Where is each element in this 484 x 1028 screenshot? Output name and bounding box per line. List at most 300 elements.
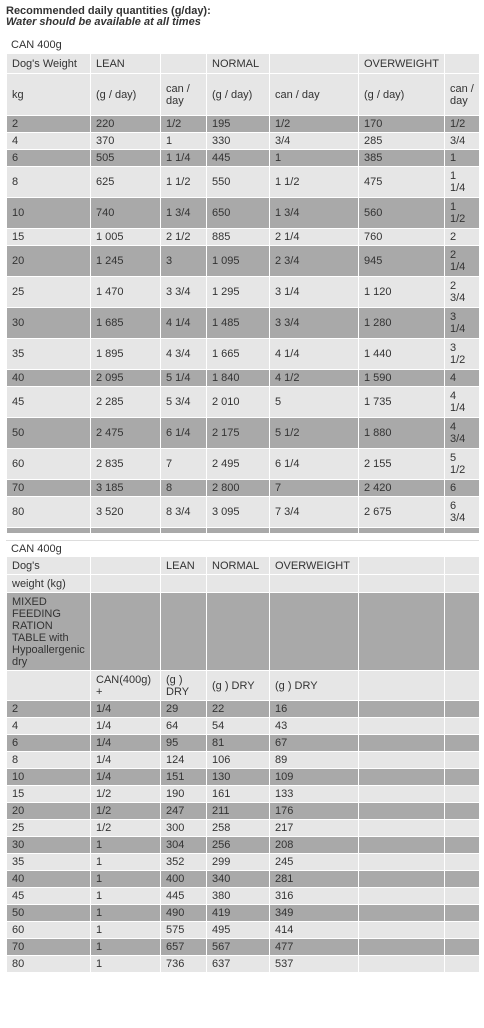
table2-weight-cell <box>91 575 161 593</box>
table-cell: 25 <box>7 820 91 837</box>
table-cell: 1 485 <box>207 308 270 339</box>
table-cell: 1/2 <box>445 116 480 133</box>
table-cell: 2 835 <box>91 449 161 480</box>
table-cell: 3 <box>161 246 207 277</box>
empty-cell <box>445 854 480 871</box>
table-cell: 567 <box>207 939 270 956</box>
table-row <box>7 888 480 905</box>
table-cell: 208 <box>270 837 359 854</box>
table-cell: 419 <box>207 905 270 922</box>
table-cell: 1 <box>91 888 161 905</box>
mixed-feeding-title: MIXED FEEDING RATION TABLE with Hypoallergenic dry <box>7 593 91 671</box>
table-cell: 2 285 <box>91 387 161 418</box>
table2-weight-cell <box>445 575 480 593</box>
table-cell: 300 <box>161 820 207 837</box>
table-row <box>7 370 480 387</box>
table-cell: 495 <box>207 922 270 939</box>
table-cell: 1 095 <box>207 246 270 277</box>
table-cell: 2 1/4 <box>445 246 480 277</box>
table-row <box>7 837 480 854</box>
table-cell: 81 <box>207 735 270 752</box>
table-row <box>7 277 480 308</box>
table-cell: 60 <box>7 449 91 480</box>
table-cell: 6 <box>7 150 91 167</box>
table-cell: 1/4 <box>91 701 161 718</box>
table-cell: 50 <box>7 905 91 922</box>
table-cell: 43 <box>270 718 359 735</box>
table-cell: 89 <box>270 752 359 769</box>
table2-weight-cell: weight (kg) <box>7 575 91 593</box>
spacer-cell <box>161 528 207 534</box>
table-row <box>7 752 480 769</box>
table-cell: 304 <box>161 837 207 854</box>
table-row <box>7 786 480 803</box>
empty-cell <box>359 922 445 939</box>
table-row <box>7 339 480 370</box>
table-row <box>7 133 480 150</box>
table-cell: 50 <box>7 418 91 449</box>
mixed-feeding-table <box>6 540 480 973</box>
spacer-cell <box>445 528 480 534</box>
table2-units-cell: (g ) DRY <box>270 671 359 701</box>
spacer-cell <box>7 528 91 534</box>
empty-cell <box>161 593 207 671</box>
table-cell: 1 1/4 <box>161 150 207 167</box>
empty-cell <box>359 905 445 922</box>
table-cell: 1 <box>91 905 161 922</box>
table-cell: 170 <box>359 116 445 133</box>
table-cell: 1 1/2 <box>445 198 480 229</box>
table-cell: 95 <box>161 735 207 752</box>
table-cell: 316 <box>270 888 359 905</box>
table-cell: 2 <box>7 116 91 133</box>
table1-header-cell <box>445 54 480 74</box>
table-cell: 217 <box>270 820 359 837</box>
table-cell: 8 <box>161 480 207 497</box>
table-cell: 106 <box>207 752 270 769</box>
table-cell: 550 <box>207 167 270 198</box>
empty-cell <box>445 939 480 956</box>
spacer-cell <box>207 528 270 534</box>
table-cell: 1 245 <box>91 246 161 277</box>
table-cell: 414 <box>270 922 359 939</box>
table-cell: 2 095 <box>91 370 161 387</box>
table-cell: 64 <box>161 718 207 735</box>
table-cell: 349 <box>270 905 359 922</box>
table-cell: 70 <box>7 480 91 497</box>
table-cell: 1 <box>91 956 161 973</box>
table2-header-row <box>7 557 480 575</box>
table-cell: 1 <box>91 922 161 939</box>
table-cell: 4 <box>7 718 91 735</box>
table-cell: 256 <box>207 837 270 854</box>
table-cell: 1/4 <box>91 752 161 769</box>
empty-cell <box>359 593 445 671</box>
empty-cell <box>445 888 480 905</box>
table-cell: 885 <box>207 229 270 246</box>
table-cell: 2 010 <box>207 387 270 418</box>
table2-weight-cell <box>207 575 270 593</box>
empty-cell <box>359 718 445 735</box>
empty-cell <box>359 939 445 956</box>
empty-cell <box>445 956 480 973</box>
table-cell: 6 3/4 <box>445 497 480 528</box>
table-cell: 4 1/4 <box>445 387 480 418</box>
spacer-cell <box>359 528 445 534</box>
can-only-table <box>6 36 480 534</box>
table2-weight-cell <box>359 575 445 593</box>
table-cell: 1/2 <box>91 820 161 837</box>
table1-subheader-cell: kg <box>7 74 91 116</box>
table-cell: 10 <box>7 769 91 786</box>
table-cell: 1 1/2 <box>270 167 359 198</box>
table-cell: 176 <box>270 803 359 820</box>
table-cell: 45 <box>7 387 91 418</box>
table-cell: 133 <box>270 786 359 803</box>
table-cell: 70 <box>7 939 91 956</box>
empty-cell <box>359 871 445 888</box>
table-cell: 1/2 <box>91 786 161 803</box>
table-cell: 7 <box>161 449 207 480</box>
table2-header-cell <box>445 557 480 575</box>
table-cell: 1 880 <box>359 418 445 449</box>
table-cell: 3 1/2 <box>445 339 480 370</box>
table2-header-cell: NORMAL <box>207 557 270 575</box>
table-row <box>7 150 480 167</box>
table-cell: 330 <box>207 133 270 150</box>
table-cell: 1/4 <box>91 718 161 735</box>
table-cell: 3 520 <box>91 497 161 528</box>
table-row <box>7 480 480 497</box>
table-cell: 29 <box>161 701 207 718</box>
table-cell: 1/4 <box>91 735 161 752</box>
table-row <box>7 718 480 735</box>
spacer-cell <box>270 528 359 534</box>
table2-units-cell: CAN(400g) + <box>91 671 161 701</box>
table-cell: 6 1/4 <box>161 418 207 449</box>
table-cell: 2 675 <box>359 497 445 528</box>
table-cell: 67 <box>270 735 359 752</box>
empty-cell <box>445 905 480 922</box>
table-cell: 10 <box>7 198 91 229</box>
table2-units-cell <box>7 671 91 701</box>
empty-cell <box>359 854 445 871</box>
table-row <box>7 871 480 888</box>
table-row <box>7 939 480 956</box>
table2-header-cell <box>91 557 161 575</box>
table-row <box>7 116 480 133</box>
table-cell: 15 <box>7 229 91 246</box>
table-cell: 445 <box>207 150 270 167</box>
table-cell: 477 <box>270 939 359 956</box>
table-cell: 1 295 <box>207 277 270 308</box>
table-cell: 2 155 <box>359 449 445 480</box>
table-row <box>7 229 480 246</box>
table-cell: 1/2 <box>161 116 207 133</box>
table-cell: 4 <box>7 133 91 150</box>
table-cell: 40 <box>7 871 91 888</box>
table-cell: 20 <box>7 803 91 820</box>
table1-header-cell: NORMAL <box>207 54 270 74</box>
table-cell: 16 <box>270 701 359 718</box>
empty-cell <box>359 888 445 905</box>
table-cell: 1 <box>161 133 207 150</box>
table-cell: 6 <box>445 480 480 497</box>
table-cell: 22 <box>207 701 270 718</box>
table2-header-cell: LEAN <box>161 557 207 575</box>
table2-units-cell <box>359 671 445 701</box>
empty-cell <box>359 820 445 837</box>
table-cell: 1 <box>270 150 359 167</box>
table-cell: 15 <box>7 786 91 803</box>
table2-units-row <box>7 671 480 701</box>
table-row <box>7 449 480 480</box>
table-cell: 4 1/4 <box>270 339 359 370</box>
table-cell: 40 <box>7 370 91 387</box>
table-cell: 124 <box>161 752 207 769</box>
table1-header-cell <box>270 54 359 74</box>
table-row <box>7 387 480 418</box>
empty-cell <box>445 593 480 671</box>
table-cell: 5 1/2 <box>270 418 359 449</box>
table1-subheader-cell: (g / day) <box>91 74 161 116</box>
table-cell: 400 <box>161 871 207 888</box>
table-row <box>7 308 480 339</box>
table1-subheader-row <box>7 74 480 116</box>
table-cell: 1 590 <box>359 370 445 387</box>
table2-weight-cell <box>161 575 207 593</box>
table-cell: 1 1/4 <box>445 167 480 198</box>
empty-cell <box>445 718 480 735</box>
table1-header-cell: Dog's Weight <box>7 54 91 74</box>
table-row <box>7 167 480 198</box>
table-cell: 1 895 <box>91 339 161 370</box>
empty-cell <box>445 769 480 786</box>
table-cell: 4 <box>445 370 480 387</box>
table-cell: 3 1/4 <box>270 277 359 308</box>
table-cell: 2 175 <box>207 418 270 449</box>
table-cell: 4 1/4 <box>161 308 207 339</box>
table-cell: 299 <box>207 854 270 871</box>
table-cell: 35 <box>7 854 91 871</box>
empty-cell <box>359 735 445 752</box>
table-cell: 161 <box>207 786 270 803</box>
table-cell: 1 280 <box>359 308 445 339</box>
table-row <box>7 803 480 820</box>
table-cell: 657 <box>161 939 207 956</box>
table-cell: 2 1/2 <box>161 229 207 246</box>
table-cell: 2 495 <box>207 449 270 480</box>
table-cell: 3/4 <box>445 133 480 150</box>
table-cell: 1 3/4 <box>161 198 207 229</box>
table-cell: 247 <box>161 803 207 820</box>
table-cell: 211 <box>207 803 270 820</box>
table-cell: 1 735 <box>359 387 445 418</box>
table-cell: 245 <box>270 854 359 871</box>
table-cell: 650 <box>207 198 270 229</box>
table-cell: 760 <box>359 229 445 246</box>
table-cell: 1 005 <box>91 229 161 246</box>
table-cell: 1 <box>91 837 161 854</box>
table-row <box>7 820 480 837</box>
table-cell: 385 <box>359 150 445 167</box>
empty-cell <box>270 593 359 671</box>
table2-units-cell: (g ) DRY <box>207 671 270 701</box>
table-cell: 80 <box>7 497 91 528</box>
empty-cell <box>445 752 480 769</box>
table1-subheader-cell: can / day <box>161 74 207 116</box>
table-cell: 30 <box>7 837 91 854</box>
header-water-note: Water should be available at all times <box>6 16 201 28</box>
table-cell: 3/4 <box>270 133 359 150</box>
table2-mixed-title-row <box>7 593 480 671</box>
table2-units-cell: (g ) DRY <box>161 671 207 701</box>
table-cell: 736 <box>161 956 207 973</box>
table-cell: 637 <box>207 956 270 973</box>
table-cell: 2 420 <box>359 480 445 497</box>
table-cell: 475 <box>359 167 445 198</box>
table1-subheader-cell: (g / day) <box>359 74 445 116</box>
table-cell: 285 <box>359 133 445 150</box>
table-row <box>7 769 480 786</box>
empty-cell <box>445 837 480 854</box>
table-cell: 35 <box>7 339 91 370</box>
table-cell: 4 1/2 <box>270 370 359 387</box>
spacer-cell <box>91 528 161 534</box>
table-cell: 6 <box>7 735 91 752</box>
table-cell: 54 <box>207 718 270 735</box>
table1-caption: CAN 400g <box>7 37 480 54</box>
table-row <box>7 922 480 939</box>
table-row <box>7 701 480 718</box>
table-cell: 352 <box>161 854 207 871</box>
table-cell: 340 <box>207 871 270 888</box>
empty-cell <box>359 769 445 786</box>
table-cell: 281 <box>270 871 359 888</box>
table-cell: 2 <box>7 701 91 718</box>
table2-caption-row <box>7 541 480 557</box>
table1-subheader-cell: can / day <box>270 74 359 116</box>
table-cell: 1 685 <box>91 308 161 339</box>
empty-cell <box>359 786 445 803</box>
table-cell: 8 <box>7 167 91 198</box>
table-cell: 45 <box>7 888 91 905</box>
table-cell: 1 120 <box>359 277 445 308</box>
table-cell: 537 <box>270 956 359 973</box>
table-cell: 130 <box>207 769 270 786</box>
table-cell: 4 3/4 <box>445 418 480 449</box>
table-cell: 258 <box>207 820 270 837</box>
empty-cell <box>445 735 480 752</box>
table-cell: 20 <box>7 246 91 277</box>
table-cell: 151 <box>161 769 207 786</box>
table1-header-cell: OVERWEIGHT <box>359 54 445 74</box>
table1-caption-row <box>7 37 480 54</box>
table-cell: 1 <box>91 854 161 871</box>
table-cell: 5 1/2 <box>445 449 480 480</box>
empty-cell <box>359 803 445 820</box>
table-cell: 625 <box>91 167 161 198</box>
table-row <box>7 198 480 229</box>
table-cell: 6 1/4 <box>270 449 359 480</box>
table2-header-cell <box>359 557 445 575</box>
table-cell: 3 1/4 <box>445 308 480 339</box>
table-cell: 7 <box>270 480 359 497</box>
table1-spacer-row <box>7 528 480 534</box>
table-cell: 2 1/4 <box>270 229 359 246</box>
table-cell: 3 3/4 <box>161 277 207 308</box>
table-cell: 1 470 <box>91 277 161 308</box>
table-cell: 2 475 <box>91 418 161 449</box>
table-cell: 1/4 <box>91 769 161 786</box>
table-cell: 25 <box>7 277 91 308</box>
table1-subheader-cell: can / day <box>445 74 480 116</box>
table-cell: 1 <box>91 871 161 888</box>
table-cell: 30 <box>7 308 91 339</box>
table-cell: 575 <box>161 922 207 939</box>
table-cell: 945 <box>359 246 445 277</box>
table-row <box>7 735 480 752</box>
table-cell: 190 <box>161 786 207 803</box>
table-cell: 740 <box>91 198 161 229</box>
table-cell: 490 <box>161 905 207 922</box>
table1-subheader-cell: (g / day) <box>207 74 270 116</box>
empty-cell <box>359 752 445 769</box>
table-cell: 5 1/4 <box>161 370 207 387</box>
empty-cell <box>359 956 445 973</box>
table-cell: 80 <box>7 956 91 973</box>
table-cell: 8 3/4 <box>161 497 207 528</box>
table-cell: 560 <box>359 198 445 229</box>
table-cell: 3 3/4 <box>270 308 359 339</box>
table-cell: 220 <box>91 116 161 133</box>
table-cell: 4 3/4 <box>161 339 207 370</box>
table2-header-cell: Dog's <box>7 557 91 575</box>
table-cell: 2 <box>445 229 480 246</box>
empty-cell <box>207 593 270 671</box>
empty-cell <box>359 701 445 718</box>
table-row <box>7 854 480 871</box>
empty-cell <box>445 871 480 888</box>
table-cell: 60 <box>7 922 91 939</box>
table-cell: 380 <box>207 888 270 905</box>
table2-weight-row <box>7 575 480 593</box>
empty-cell <box>445 786 480 803</box>
table2-units-cell <box>445 671 480 701</box>
empty-cell <box>445 803 480 820</box>
empty-cell <box>445 820 480 837</box>
table-cell: 1 <box>445 150 480 167</box>
table-cell: 370 <box>91 133 161 150</box>
empty-cell <box>445 701 480 718</box>
table-cell: 1 1/2 <box>161 167 207 198</box>
table2-caption: CAN 400g <box>7 541 480 557</box>
header-title: Recommended daily quantities (g/day): <box>6 5 211 17</box>
table-cell: 1/2 <box>270 116 359 133</box>
table1-header-cell <box>161 54 207 74</box>
table-cell: 1 440 <box>359 339 445 370</box>
table2-weight-cell <box>270 575 359 593</box>
table-cell: 2 3/4 <box>270 246 359 277</box>
table-cell: 1 <box>91 939 161 956</box>
table-cell: 5 3/4 <box>161 387 207 418</box>
table1-header-row <box>7 54 480 74</box>
table-cell: 2 800 <box>207 480 270 497</box>
table-cell: 7 3/4 <box>270 497 359 528</box>
empty-cell <box>445 922 480 939</box>
table-row <box>7 905 480 922</box>
table-cell: 3 095 <box>207 497 270 528</box>
